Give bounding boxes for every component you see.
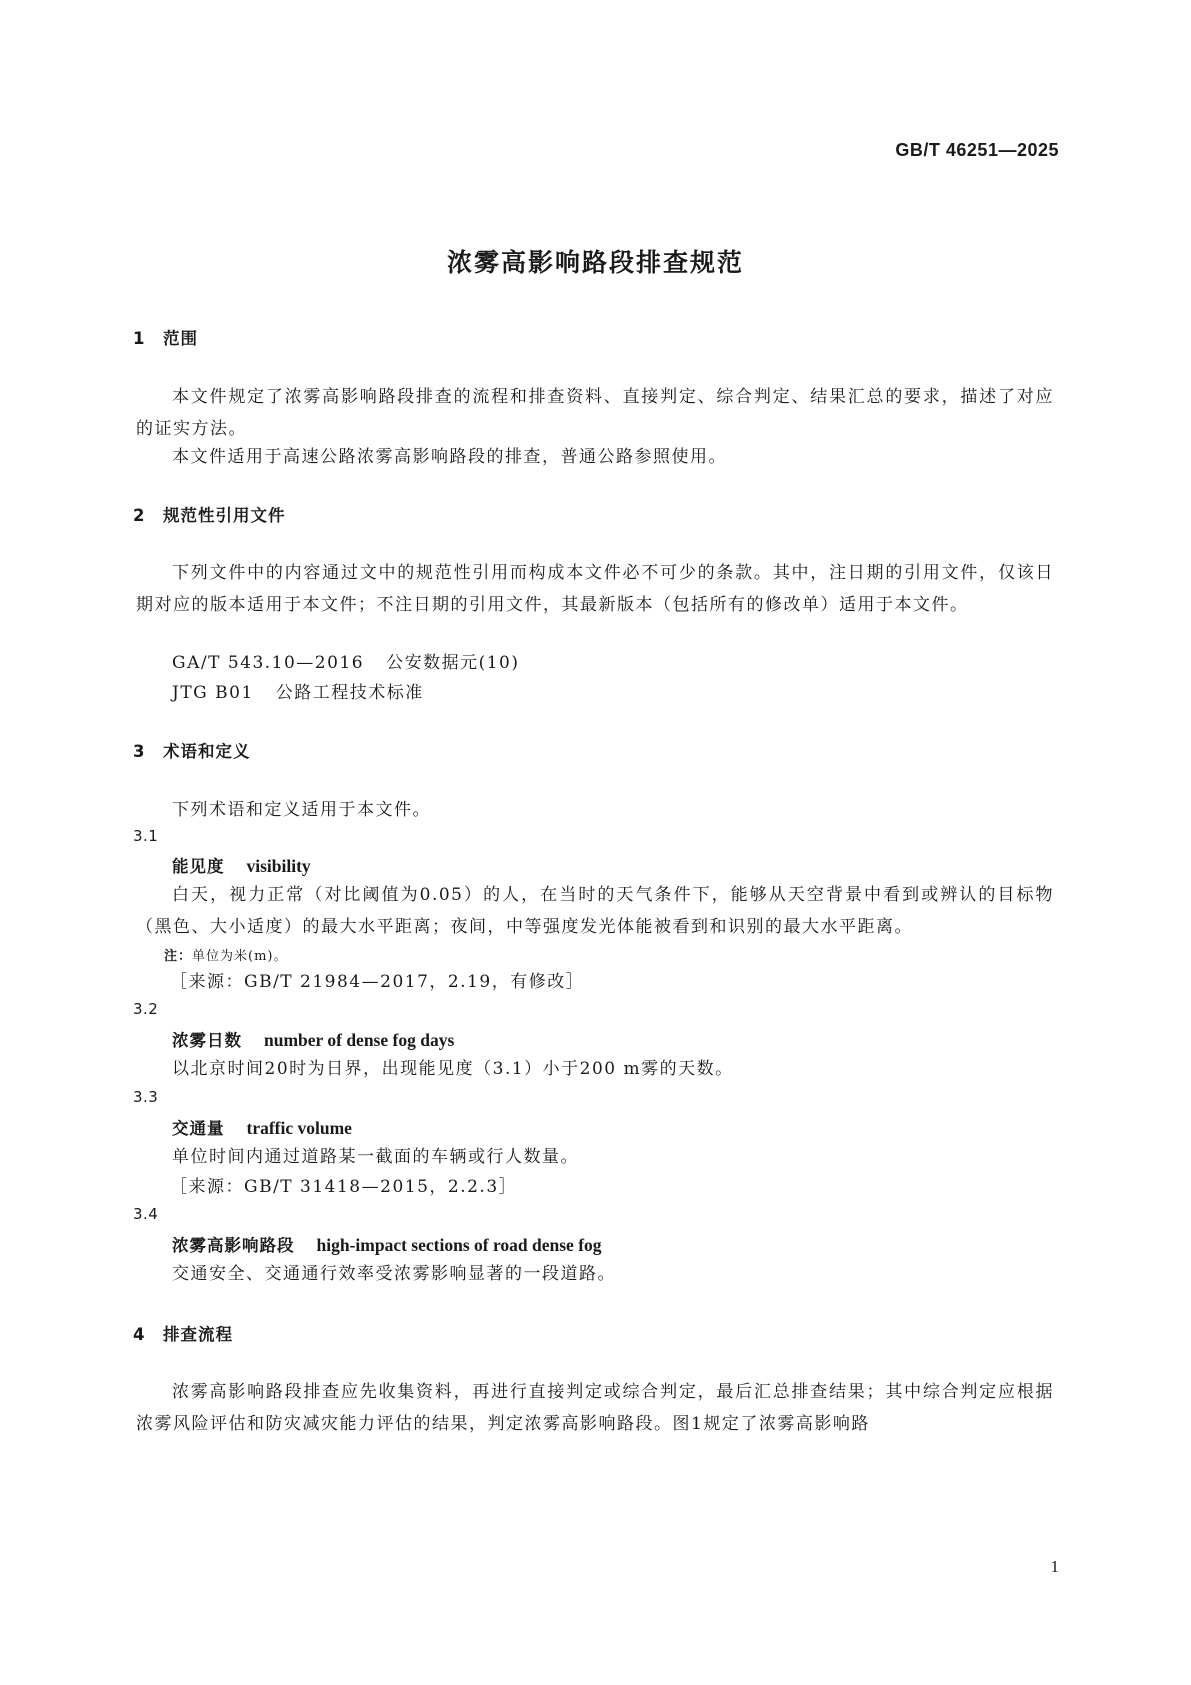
reference-code: JTG B01 <box>172 683 254 703</box>
section-heading-1 <box>133 325 198 349</box>
section-title: 范围 <box>163 329 198 348</box>
term-english: number of dense fog days <box>264 1030 455 1050</box>
section-number: 3 <box>133 742 146 761</box>
term-heading <box>172 853 311 877</box>
section-title: 规范性引用文件 <box>163 506 286 525</box>
term-source: ［来源：GB/T 21984—2017，2.19，有修改］ <box>170 972 585 992</box>
standard-code: GB/T 46251—2025 <box>895 140 1059 160</box>
paragraph: 本文件适用于高速公路浓雾高影响路段的排查，普通公路参照使用。 <box>172 447 727 467</box>
reference-code: GA/T 543.10—2016 <box>172 653 365 673</box>
term-english: traffic volume <box>246 1118 352 1138</box>
note <box>164 945 288 964</box>
term-chinese: 浓雾日数 <box>172 1031 242 1050</box>
section-intro: 下列术语和定义适用于本文件。 <box>172 800 431 820</box>
term-number: 3.1 <box>133 827 159 845</box>
term-chinese: 浓雾高影响路段 <box>172 1236 295 1255</box>
section-number: 2 <box>133 506 146 525</box>
paragraph: 浓雾高影响路段排查应先收集资料，再进行直接判定或综合判定，最后汇总排查结果；其中综合判定应根据浓雾风险评估和防灾减灾能力评估的结果，判定浓雾高影响路段。图1规定了浓雾高影响路 <box>136 1382 1054 1434</box>
term-definition: 以北京时间20时为日界，出现能见度（3.1）小于200 m雾的天数。 <box>172 1059 734 1079</box>
paragraph: 本文件规定了浓雾高影响路段排查的流程和排查资料、直接判定、综合判定、结果汇总的要求，描述了对应的证实方法。 <box>136 387 1054 439</box>
note-text: 单位为米(m)。 <box>192 949 288 964</box>
reference-item <box>172 647 519 679</box>
term-definition: 单位时间内通过道路某一截面的车辆或行人数量。 <box>172 1147 579 1167</box>
term-heading <box>172 1115 352 1139</box>
page-number: 1 <box>1050 1557 1059 1576</box>
term-definition: 交通安全、交通通行效率受浓雾影响显著的一段道路。 <box>172 1264 616 1284</box>
section-heading-3 <box>133 738 251 762</box>
section-number: 4 <box>133 1325 146 1344</box>
section-number: 1 <box>133 329 146 348</box>
term-english: visibility <box>246 856 311 876</box>
term-source: ［来源：GB/T 31418—2015，2.2.3］ <box>170 1177 518 1197</box>
reference-title: 公安数据元(10) <box>386 653 520 673</box>
term-english: high-impact sections of road dense fog <box>316 1235 602 1255</box>
term-definition: 白天，视力正常（对比阈值为0.05）的人，在当时的天气条件下，能够从天空背景中看到或辨认的目标物（黑色、大小适度）的最大水平距离；夜间，中等强度发光体能被看到和识别的最大水平距离。 <box>136 885 1054 937</box>
section-heading-2 <box>133 502 286 526</box>
term-chinese: 交通量 <box>172 1119 225 1138</box>
document-title: 浓雾高影响路段排查规范 <box>446 248 744 277</box>
term-chinese: 能见度 <box>172 857 225 876</box>
paragraph: 下列文件中的内容通过文中的规范性引用而构成本文件必不可少的条款。其中，注日期的引用文件，仅该日期对应的版本适用于本文件；不注日期的引用文件，其最新版本（包括所有的修改单）适用于本文件。 <box>136 563 1054 615</box>
note-label: 注： <box>164 949 193 964</box>
term-number: 3.2 <box>133 1000 159 1018</box>
reference-title: 公路工程技术标准 <box>275 683 424 703</box>
term-number: 3.3 <box>133 1088 159 1106</box>
section-title: 术语和定义 <box>163 742 251 761</box>
term-heading <box>172 1232 602 1256</box>
term-heading <box>172 1027 454 1051</box>
reference-item <box>172 677 424 709</box>
section-heading-4 <box>133 1321 233 1345</box>
section-title: 排查流程 <box>163 1325 233 1344</box>
term-number: 3.4 <box>133 1205 159 1223</box>
